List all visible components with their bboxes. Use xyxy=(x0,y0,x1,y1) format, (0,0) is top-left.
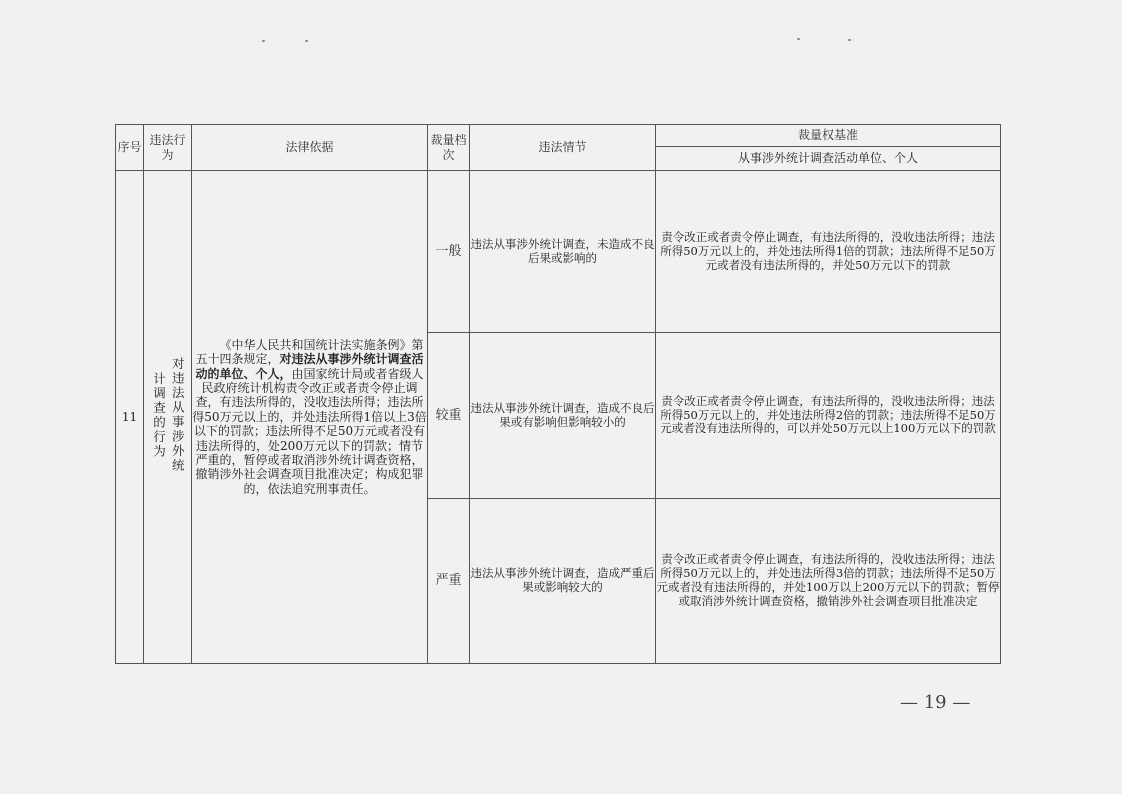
scan-speck xyxy=(262,40,265,42)
discretion-table xyxy=(115,124,1001,664)
header-grade-level: 裁量档次 xyxy=(428,125,470,171)
header-target: 从事涉外统计调查活动单位、个人 xyxy=(656,147,1001,171)
header-violation: 违法行为 xyxy=(144,125,192,171)
circumstance-serious: 违法从事涉外统计调查，造成不良后果或有影响但影响较小的 xyxy=(470,333,656,498)
header-circumstance: 违法情节 xyxy=(470,125,656,171)
header-standard: 裁量权基准 xyxy=(656,125,1001,147)
standard-general: 责令改正或者责令停止调查，有违法所得的，没收违法所得；违法所得50万元以上的，并处违法所得1倍的罚款；违法所得不足50万元或者没有违法所得的，并处50万元以下的罚款 xyxy=(656,171,1001,333)
scan-speck xyxy=(305,40,308,42)
header-seq: 序号 xyxy=(116,125,144,171)
grade-level-serious: 较重 xyxy=(428,333,470,498)
legal-basis-bold: 对违法从事涉外统计调查活动的单位、个人， xyxy=(195,352,424,381)
row-number: 11 xyxy=(116,171,144,664)
standard-severe: 责令改正或者责令停止调查，有违法所得的，没收违法所得；违法所得50万元以上的，并处违法所得3倍的罚款；违法所得不足50万元或者没有违法所得的，并处100万以上200万元以下的罚款；暂停或取消涉外统计调查资格，撤销涉外社会调查项目批准决定 xyxy=(656,498,1001,663)
scan-speck xyxy=(797,38,800,40)
legal-basis-text: 《中华人民共和国统计法实施条例》第五十四条规定，对违法从事涉外统计调查活动的单位、个人，由国家统计局或者省级人民政府统计机构责令改正或者责令停止调查，有违法所得的，没收违法所得；违法所得50万元以上的，并处违法所得1倍以上3倍以下的罚款；违法所得不足50万元或者没有违法所得的，处200万元以下的罚款；情节严重的，暂停或者取消涉外统计调查资格，撤销涉外社会调查项目批准决定；构成犯罪的，依法追究刑事责任。 xyxy=(192,171,428,664)
row-violation: 对违法从事涉外统计调查的行为 xyxy=(144,171,192,664)
scan-speck xyxy=(848,39,851,41)
standard-serious: 责令改正或者责令停止调查，有违法所得的，没收违法所得；违法所得50万元以上的，并处违法所得2倍的罚款；违法所得不足50万元或者没有违法所得的，可以并处50万元以上100万元以下的罚款 xyxy=(656,333,1001,498)
page-number: — 19 — xyxy=(900,692,971,713)
circumstance-general: 违法从事涉外统计调查，未造成不良后果或影响的 xyxy=(470,171,656,333)
grade-level-general: 一般 xyxy=(428,171,470,333)
circumstance-severe: 违法从事涉外统计调查，造成严重后果或影响较大的 xyxy=(470,498,656,663)
grade-level-severe: 严重 xyxy=(428,498,470,663)
header-legal-basis: 法律依据 xyxy=(192,125,428,171)
